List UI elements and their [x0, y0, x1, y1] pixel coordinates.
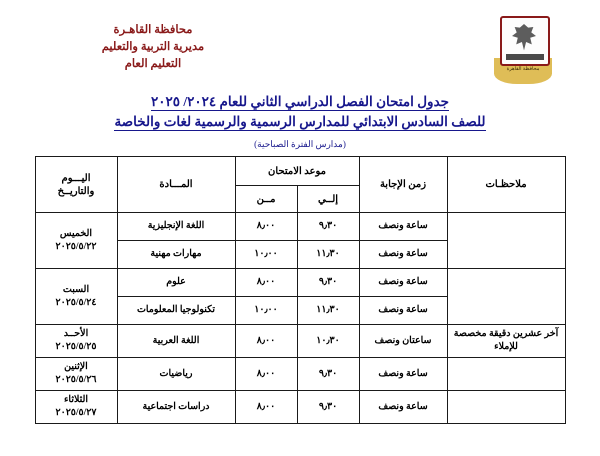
eagle-icon: [511, 24, 537, 54]
header-duration: زمن الإجابة: [359, 157, 447, 213]
org-line-department: التعليم العام: [124, 58, 182, 70]
cell-subject: علوم: [117, 269, 235, 297]
cell-time-to: ٩٫٣٠: [297, 269, 359, 297]
table-header-row-1: [35, 157, 565, 186]
header-to: إلــي: [297, 186, 359, 213]
logo-ribbon-label: محافظة القاهرة: [506, 67, 540, 72]
day-date: ٢٠٢٥/٥/٢٥: [55, 342, 97, 352]
cell-duration: ساعة ونصف: [359, 213, 447, 241]
cell-duration: ساعة ونصف: [359, 297, 447, 325]
header-notes: ملاحظـات: [447, 157, 565, 213]
table-row: [35, 213, 565, 241]
cell-notes: [447, 391, 565, 424]
cell-subject: تكنولوجيا المعلومات: [117, 297, 235, 325]
organization-lines: [28, 22, 278, 73]
cell-subject: رياضيات: [117, 358, 235, 391]
cell-subject: اللغة الإنجليزية: [117, 213, 235, 241]
org-line-governorate: محافظة القاهـرة: [113, 24, 193, 36]
cell-duration: ساعة ونصف: [359, 358, 447, 391]
cell-time-from: ٨٫٠٠: [235, 269, 297, 297]
document-titles: [0, 92, 600, 132]
day-date: ٢٠٢٥/٥/٢٢: [55, 241, 97, 252]
day-name: الخميس: [59, 228, 93, 239]
cell-time-from: ١٠٫٠٠: [235, 241, 297, 269]
cell-time-from: ٨٫٠٠: [235, 358, 297, 391]
cell-time-from: ٨٫٠٠: [235, 325, 297, 358]
cell-duration: ساعة ونصف: [359, 269, 447, 297]
header-exam-time: موعد الامتحان: [235, 157, 359, 186]
header-day-date: [35, 157, 117, 213]
logo-emblem-frame: [500, 16, 550, 66]
header-from: مــن: [235, 186, 297, 213]
header-day-line1: اليـــوم: [61, 172, 91, 184]
table-row: [35, 358, 565, 391]
cell-subject: اللغة العربية: [117, 325, 235, 358]
day-date: ٢٠٢٥/٥/٢٦: [55, 375, 97, 385]
cairo-governorate-logo: [494, 16, 556, 86]
cell-notes: [447, 358, 565, 391]
period-note: (مدارس الفترة الصباحية): [254, 139, 346, 149]
exam-schedule-table: [35, 156, 566, 424]
org-line-directorate: مديرية التربية والتعليم: [101, 41, 205, 53]
cell-notes: آخر عشرين دقيقة مخصصة للإملاء: [447, 325, 565, 358]
day-name: الأحــد: [63, 329, 89, 339]
day-name: السبت: [62, 284, 90, 295]
logo-base-bar: [506, 54, 544, 60]
cell-time-from: ٨٫٠٠: [235, 213, 297, 241]
cell-time-from: ٨٫٠٠: [235, 391, 297, 424]
day-date: ٢٠٢٥/٥/٢٤: [55, 297, 97, 308]
cell-notes: [447, 213, 565, 269]
cell-subject: مهارات مهنية: [117, 241, 235, 269]
cell-time-to: ١٠٫٣٠: [297, 325, 359, 358]
cell-time-to: ٩٫٣٠: [297, 213, 359, 241]
table-body: [35, 213, 565, 424]
cell-time-to: ١١٫٣٠: [297, 241, 359, 269]
cell-day-date: [35, 325, 117, 358]
day-date: ٢٠٢٥/٥/٢٧: [55, 408, 97, 418]
table-row: [35, 391, 565, 424]
day-name: الإثنين: [64, 362, 88, 372]
cell-day-date: [35, 391, 117, 424]
cell-time-to: ١١٫٣٠: [297, 297, 359, 325]
cell-time-to: ٩٫٣٠: [297, 391, 359, 424]
cell-duration: ساعة ونصف: [359, 241, 447, 269]
cell-time-from: ١٠٫٠٠: [235, 297, 297, 325]
title-sub-text: للصف السادس الابتدائي للمدارس الرسمية والرسمية لغات والخاصة: [114, 114, 486, 129]
header-day-line2: والتاريــخ: [57, 185, 95, 197]
table-row: [35, 269, 565, 297]
document-header: [0, 0, 600, 86]
header-subject: المـــادة: [117, 157, 235, 213]
cell-notes: [447, 269, 565, 325]
cell-duration: ساعة ونصف: [359, 391, 447, 424]
title-sub: [0, 112, 600, 132]
cell-day-date: [35, 358, 117, 391]
day-name: الثلاثاء: [63, 395, 89, 405]
cell-subject: دراسات اجتماعية: [117, 391, 235, 424]
title-main-text: جدول امتحان الفصل الدراسي الثاني للعام ٢٠٢٤/ ٢٠٢٥: [150, 94, 449, 109]
cell-day-date: [35, 213, 117, 269]
table-row: [35, 325, 565, 358]
title-main: [0, 92, 600, 112]
cell-time-to: ٩٫٣٠: [297, 358, 359, 391]
cell-duration: ساعتان ونصف: [359, 325, 447, 358]
cell-day-date: [35, 269, 117, 325]
